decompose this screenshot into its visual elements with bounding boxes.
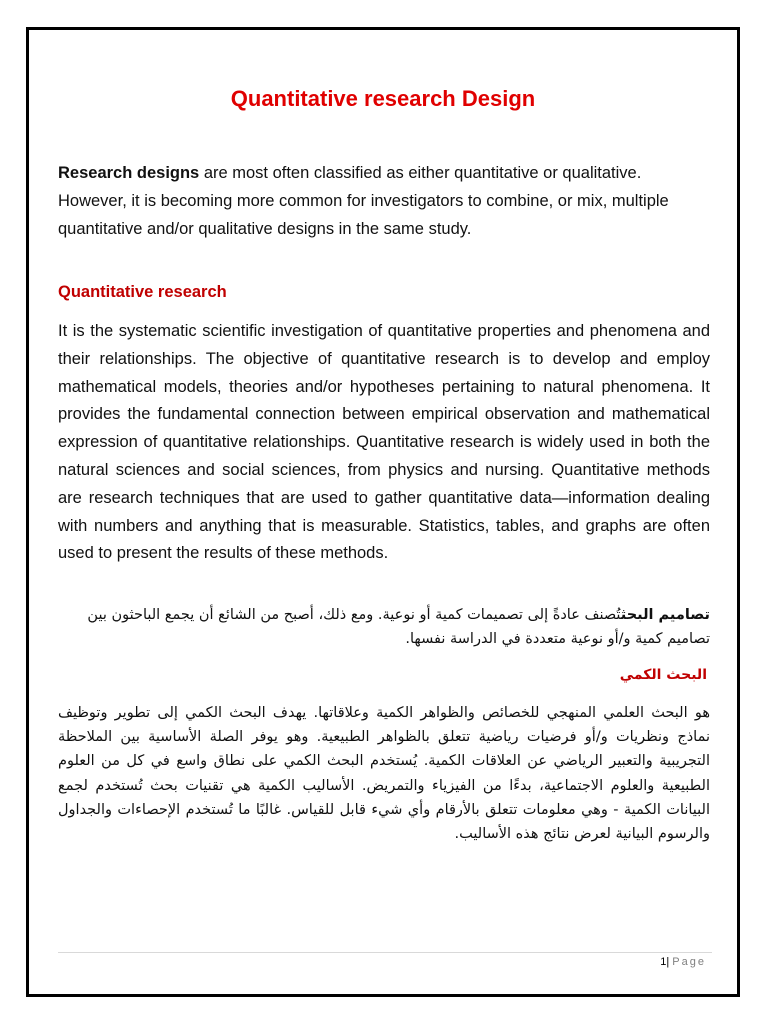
section-body: It is the systematic scientific investigation of quantitative properties and phenomena and their relationships. The objective of quantitative research is to develop and employ mathematical models, theories and/or hypotheses pertaining to natural phenomena. It provides the fundamental connection between empirical observation and mathematical expression of quantitative relationships. Quantitative research is widely used in both the natural sciences and social sciences, from physics and nursing. Quantitative methods are research techniques that are used to gather quantitative data—information dealing with numbers and anything that is measurable. Statistics, tables, and graphs are often used to present the results of these methods. (58, 322, 710, 563)
arabic-intro-paragraph (58, 603, 710, 651)
footer-divider (58, 952, 712, 953)
document-title: Quantitative research Design (230, 86, 536, 111)
page-number: 1 (660, 956, 667, 968)
page-label: Page (672, 956, 706, 968)
intro-paragraph (58, 159, 710, 243)
section-heading: Quantitative research (58, 283, 227, 301)
arabic-intro-lead: تصاميم البحث (620, 607, 710, 623)
page-border (26, 27, 740, 997)
page-footer (660, 956, 706, 968)
arabic-section-heading: البحث الكمي (619, 667, 707, 683)
arabic-section-body: هو البحث العلمي المنهجي للخصائص والظواهر الكمية وعلاقاتها. يهدف البحث الكمي إلى تطوير وتوظيف نماذج ونظريات و/أو فرضيات رياضية تتعلق بالظواهر الطبيعية. وهو يوفر الصلة الأساسية بين الملاحظة التجريبية والتعبير الرياضي عن العلاقات الكمية. يُستخدم البحث الكمي على نطاق واسع في كل من العلوم الطبيعية والعلوم الاجتماعية، بدءًا من الفيزياء والتمريض. الأساليب الكمية هي تقنيات بحث تُستخدم لجمع البيانات الكمية - وهي معلومات تتعلق بالأرقام وأي شيء قابل للقياس. غالبًا ما تُستخدم الإحصاءات والجداول والرسوم البيانية لعرض نتائج هذه الأساليب. (58, 705, 710, 843)
page-separator: | (666, 956, 670, 968)
arabic-intro-text: تُصنف عادةً إلى تصميمات كمية أو نوعية. ومع ذلك، أصبح من الشائع أن يجمع الباحثون بين تصاميم كمية و/أو نوعية متعددة في الدراسة نفسها. (87, 607, 710, 647)
intro-text: are most often classified as either quantitative or qualitative. However, it is becoming more common for investigators to combine, or mix, multiple quantitative and/or qualitative designs in the same study. (58, 164, 669, 238)
intro-lead: Research designs (58, 164, 200, 182)
